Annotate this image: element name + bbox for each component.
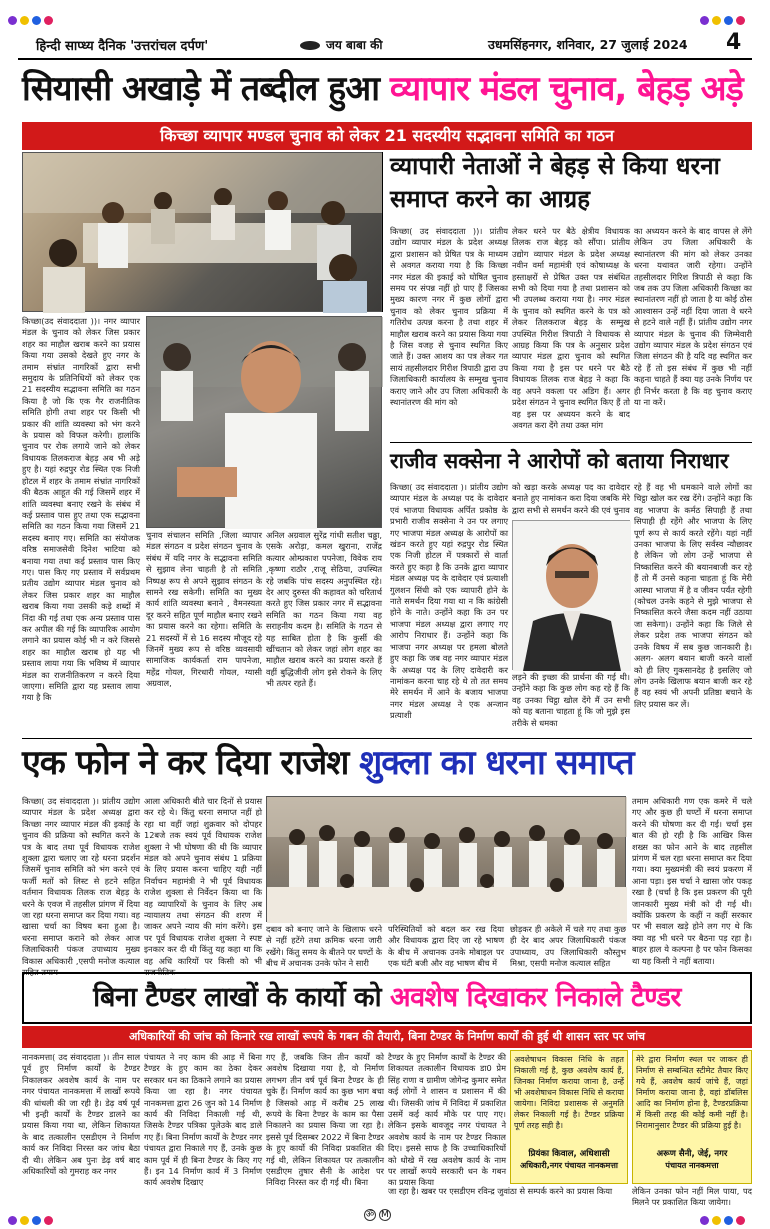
story1-col1: किच्छा(उद संवाददाता ))। नगर व्यापार मंडल के चुनाव को लेकर जिस प्रकार शहर का माहौल खराब करने का प्रयास किया गया उसको देखते हुए नगर के तमाम संभ्रांत नागरिकों द्वारा सभी समुदाय के प्रतिनिधियों को लेकर एक 21 सदस्यीय सद्भावना समिति का गठन किया है जो कि एक गैर राजनीतिक समिति होगी तथा शहर पर किसी भी प्रकार की शांति व्यवस्था को भंग करने के प्रयास को विफल करेगी। हालांकि चुनाव पर रोक लगाये जाने को लेकर विधायक तिलकराज बेहड़ अब भी अड़े हुए है। यहां रुद्रपुर रोड स्थित एक निजी होटल में शहर के तमाम संभ्रांत नागरिकों की बैठक आहूत की गई जिसमें शहर में शांति व्यवस्था बनाए रखने के संबंध में कई प्रस्ताव पास हुए तथा एक सद्भावना समिति का गठन किया गया जिसमें 21 सदस्य बनाए गए। समिति का संयोजक वरिष्ठ समाजसेवी दिनेश भाटिया को बनाया गया तथा कई प्रस्ताव पास किए गए। पास किए गए प्रस्ताव में सर्वप्रथम प्रतीय उद्योग व्यापार मंडल चुनाव को लेकर जिस प्रकार शहर का माहौल खराब किया गया उसकी कड़े शब्दों में निंदा की गई तथा एक अन्य प्रस्ताव पास कर अपील की गई कि व्यापारिक आयोग लगाने का प्रयास कोई भी न करे जिससे शहर का माहौल खराब हो यह भी प्रस्ताव लाया गया कि भविष्य में व्यापार मंडल का राजनीतिकरण न करने दिया जाएगा। समिति द्वारा यह प्रस्ताव लाया गया है कि [22,316,140,703]
dot-blue [32,1216,41,1225]
story5-col3: गए हैं, जबकि जिन तीन कार्यों को अवशेष दिखाया गया है, वो निर्माण लगभग तीन वर्ष पूर्व बिना टैण्डर के ही चुके हैं। निर्माण कार्य का कुछ भाग बचा है जिसको आड़ में करीब 25 लाख रूपये के बिना टैण्डर के काम का पैसा निकालने का प्रयास किया जा रहा है। इससे पूर्व दिसम्बर 2022 में बिना टैण्डर के हुए कार्यो की निविदा प्रकाशित की गई थी, लेकिन शिकायत पर तत्कालीन एसडीएम तुषार सैनी के आदेश पर निविदा निरस्त कर दी गई थी। बिना [266,1052,384,1188]
subhead-text: किच्छा व्यापार मण्डल चुनाव को लेकर 21 सदस्यीय सद्भावना समिति का गठन [160,126,614,145]
dharna-photo-art [267,797,627,923]
headline2 [22,738,754,788]
main-headline-accent: व्यापार मंडल चुनाव, बेहड़ अड़े [389,69,743,109]
story3-rule [390,442,752,443]
main-headline [22,62,754,116]
portrait-photo [146,316,382,528]
footer-dots-right [700,1210,748,1229]
quote-box-1 [510,1050,628,1184]
dot-yellow [712,1216,721,1225]
main-headline-black: सियासी अखाड़े में तब्दील हुआ [22,69,390,109]
dharna-photo [266,796,626,922]
dot-yellow [20,16,29,25]
meeting-photo [22,152,382,312]
story5-col1: नानकमत्ता( उद संवाददाता )। तीन साल पूर्व हुए निर्माण कार्यों के टैण्डर निकालकर अवशेष कार्य के नाम पर नगर पंचायत नानकमत्ता में लाखों रूपये की धांधली की जा रही है। डेढ़ वर्ष पूर्व भी इन्ही कार्यों के टैण्डर डालने का प्रयास किया गया था, लेकिन शिकायत के बाद तत्कालीन एसडीएम ने निर्माण कार्य कर निविदा निरस्त कर जांच बैठा दी थी। लेकिन अब पुनः डेढ़ वर्ष बाद अधिकारियों को गुमराह कर नगर [22,1052,140,1177]
story4-col6: तमाम अधिकारी गण एक कमरे में चले गए और कुछ ही घण्टों में धरना समाप्त करने की घोषणा कर दी गई। चर्चा इस बात की हो रही है कि आखिर किस शख्स का फोन आने के बाद तहसील प्रांगण में चल रहा धरना समाप्त कर दिया गया। क्या मुख्यमंत्री की स्वयं प्रकरण में आना पड़ा। इस चर्चा ने खासा जोर पकड़ रखा है (चर्चा है कि इस प्रकरण की पूरी जानकारी मुख्य मंत्री को दी गई थी। क्योंकि प्रकरण के कहीं न कहीं सरकार पर भी सवाल खड़े होने लग गए थे कि क्या वह भी धरने पर बैठना पड़ रहा है।बाहर हाल ये कल्पना है पर फोन किसका था यह किसी ने नहीं बताया। [632,796,752,966]
masthead-dateline: उधमसिंहनगर, शनिवार, 27 जुलाई 2024 [488,37,688,52]
masthead-dots-left [8,10,56,29]
story5-col5-tail: लेकिन उनका फोन नहीं मिल पाया, पद मिलने पर प्रकाशित किया जायेगा। [632,1186,752,1208]
footer-mark-1: ॐ [365,1210,375,1220]
subhead3-text: अधिकारियों की जांच को किनारे रख लाखों रूपये के गबन की तैयारी, बिना टैण्डर के निर्माण कार्यों की हुई थी शासन स्तर पर जांच [128,1030,646,1043]
masthead-motto-text: जय बाबा की [326,38,383,52]
quote-box-2 [632,1050,752,1184]
dot-purple [8,16,17,25]
story4-col2: आला अधिकारी बीते चार दिनों से प्रयास कर रहे थे। किंतु धरना समाप्त नहीं हो रहा था वहीं जहां शुक्रवार को दोपहर 12बजे तक स्वयं पूर्व विधायक राजेश शुक्ला ने भी घोषणा की थी कि व्यापार मंडल को अपने चुनाव संबंध 1 प्रक्रिया के लिए प्रयास करना चाहिए यही नहीं निर्वाचन महामंत्री ने भी पूर्व विधायक राजेश शुक्ला से निर्वेदन किया था कि वह व्यापारियों के चुनाव के लिए अब न्यायालय तथा संगठन की शरण में जाकर अपने न्याय की मांग करेंगे। इस पर पूर्व विधायक राजेश शुक्ला ने स्पष्ट इनकार कर दी थी किंतु यह कहा था कि वह अधि कारियों पर किसी को भी राजनीतिक [144,796,262,978]
headline3-accent: अवशेष दिखाकर निकाले टैण्डर [390,982,681,1013]
story5-col4-tail: जा रहा है। खबर पर एसडीएम रविन्द्र जुवांठा से सम्पर्क करने का प्रयास किया [388,1186,613,1196]
rajeev-portrait [512,520,630,670]
quote2-designation: पंचायत नानकमत्ता [665,1161,719,1170]
rajeev-portrait-art [513,521,631,671]
story2-col3: का अध्ययन करने के बाद वापस ले लेंगे लेकिन उप जिला अधिकारी के स्थानांतरण की मांग को लेकर उनका धरना यथावत जारी रहेगा। उन्होंने तहसीलदार गिरिश त्रिपाठी से कहा कि जब तक उप जिला अधिकारी किच्छा का स्थानांतरण नहीं हो जाता है या कोई ठोस आश्वासन उन्हें नहीं दिया जाता वे धरने से हटने वाले नहीं हैं। प्रांतीय उद्योग नगर व्यापार मंडल के चुनाव की जिम्मेवारी उद्योग व्यापार मंडल के प्रदेश संगठन एवं जिला संगठन की है यदि वह स्थगित कर रहे हैं तो इस संबंध में कुछ भी नहीं कहना चाहते हैं क्या यह उनके निर्णय पर ही निर्भर करता है कि वह चुनाव कराए या ना करें। [634,226,752,408]
dot-pink [736,16,745,25]
dot-pink [44,1216,53,1225]
footer-marks [364,1209,391,1221]
headline3-black: बिना टैण्डर लाखों के कार्यो को [93,982,390,1013]
headline2-black: एक फोन ने कर दिया राजेश [22,743,360,783]
story5-col2: पंचायत ने नए काम की आड़ में बिना टैण्डर के हुए काम का ठेका देकर सरकार धन का ठिकाने लगाने का प्रयास किया जा रहा है। नगर पंचायत नानकमत्ता द्वारा 26 जुन को 14 निर्माण कार्य की निविदा निकाली गई थी, जिसके टैण्डर पत्रिका पुलेउके बाद डाले गए हैं। बिना निर्माण कार्यों के टैण्डर नगर पंचायत द्वारा निकाले गए हैं, उनके कुछ काम पूर्व में ही बिना टैण्डर के किए गए हैं। इन 14 निर्माण कार्य में 3 निर्माण कार्य अवशेष दिखाए [144,1052,262,1188]
dot-blue [32,16,41,25]
masthead-rule [18,58,752,60]
headline3-box [22,972,752,1024]
story5-col4: टैण्डर के हुए निर्माण कार्यों के टैण्डर की शिकायत तत्कालीन विधायक डा0 प्रेम सिंह राणा व ग्रामीण जोगेन्द्र कुमार समेत कई लोगों ने शासन व प्रशासन में की थी। जिसकी जांच में निविदा में प्रकाशित उसमें कई कार्य मौके पर पाए गए। लेकिन इसके बावजूद नगर पंचायत ने अवशेष कार्य के नाम पर टैण्डर निकाल दिए। इससे साफ है कि उच्चाधिकारियों को धोखे में रख अवशेष कार्य के नाम पर लाखों रूपये सरकारी धन के गबन का प्रयास किया [388,1052,506,1188]
headline3 [24,974,750,1022]
dot-purple [700,1216,709,1225]
headline2-accent: शुक्ला का धरना समाप्त [359,743,634,783]
dot-purple [8,1216,17,1225]
page-number: 4 [726,30,742,55]
meeting-photo-art [23,153,383,313]
story4-col4: परिस्थितियों को बदल कर रख दिया और विधायक द्वारा दिए जा रहे भाषण के बीच में अचानक उनके मोबाइल पर एक घंटी बजी और वह भाषण बीच में [388,924,504,969]
quote1-text: अवशेषाधन विकास निधि के तहत निकाली गई है, कुछ अवशेष कार्य हैं, जिनका निर्माण कराया जाना है, उन्हें भी अवशेषाधन विकास निधि से कराया जायेगा। निविदा प्रशासक से अनुमति लेकर निकाली गई है। टैण्डर प्रक्रिया पूर्ण तरह सही है। [514,1055,624,1130]
dot-yellow [20,1216,29,1225]
quote1-designation: अधिकारी,नगर पंचायत नानकमत्ता [520,1161,618,1170]
story1-col3: अनिल अग्रवाल सुरेंद्र गांधी सतीश चढ्ढा, एसके अरोड़ा, कमल खुराना, राजेंद्र कत्यार ओम्प्रकाश पपनेजा, विवेक राय ,कृष्णा राठौर ,राजू सेठिया, उपस्थित रहे जबकि पांच सदस्य अनुपस्थित रहे। देर आए दुरुस्त की कहावत को चरितार्थ करते हुए जिस प्रकार नगर में सद्भावना समिति का गठन किया गया वह सराहनीय कदम है। समिति के गठन से यह साबित होता है कि कुर्सी की खींचतान को लेकर जहां लोग शहर का माहौल खराब करने का प्रयास करते हैं वहीं बुद्धिजीवी लोग इसे रोकने के लिए भी तत्पर रहते हैं। [266,530,382,689]
story2-col1: किच्छा( उद संवाददाता ))। प्रांतीय उद्योग व्यापार मंडल के प्रदेश अध्यक्ष द्वारा प्रशासन को प्रेषित पत्र के माध्यम से अवगत कराया गया है कि किच्छा नगर मंडल की इकाई को घोषित चुनाव समय पर संपन्न नहीं हो पाए हैं जिसका मुख्य कारण नगर में कुछ लोगों द्वारा चुनाव को लेकर चुनाव प्रक्रिया में गतिरोध उत्पन्न करना है तथा शहर में माहौल खराब करने का प्रयास किया गया है जिस वजह से चुनाव स्थगित किए जाते हैं। उक्त आशय का पत्र लेकर गत सायं तहसीलदार गिरीश त्रिपाठी द्वारा उप जिलाधिकारी कार्यालय के सम्मुख चुनाव कराए जाने और उप जिला अधिकारी के स्थानांतरण की मांग को [390,226,508,408]
story1-col2: चुनाव संचालन समिति ,जिला व्यापार मंडल संगठन व प्रदेश संगठन चुनाव के संबंध में यदि नगर के सद्भावना समिति से सुझाव लेना चाहती है तो समिति निष्पक्ष रूप से अपने सुझाव संगठन के सामने रख सकेगी। समिति का मुख्य कार्य शांति व्यवस्था बनाने , वैमनस्यता दूर करने सहित पूर्ण माहौल बनाए रखने का प्रयास करने का रहेगा। समिति के 21 सदस्यों में से 16 सदस्य मौजूद रहे जिनमें मुख्य रूप से वरिष्ठ व्यवसायी सामाजिक कार्यकर्ता राम पापनेजा, महेंद्र गोयल, गिरधारी गोयल, ग्यासी अग्रवाल, [146,530,262,689]
story2-col2: लेकर धरने पर बैठे क्षेत्रीय विधायक तिलक राज बेहड़ को सौंपा। प्रांतीय उद्योग व्यापार मंडल के प्रदेश अध्यक्ष नवीन वर्मा महामंत्री एवं कोषाध्यक्ष के हस्ताक्षरों से प्रेषित उक्त पत्र संबंधित सभी को दिया गया है तथा प्रशासन को भी उपलब्ध कराया गया है। नगर मंडल के चुनाव को स्थगित करने के पत्र को लेकर तिलकराज बेहड़ के सम्मुख उपस्थित गिरीश त्रिपाठी ने विधायक से आग्रह किया कि पत्र के अनुसार प्रदेश व्यापार मंडल द्वारा चुनाव को स्थगित किया गया है इस पर धरने पर बैठे विधायक तिलक राज बेहड़ ने कहा कि वह अपने वकला पर अडिग हैं। अगर प्रदेश संगठन ने चुनाव स्थगित किए हैं तो वह इस पर अध्ययन करने के बाद अवगत करा देंगे तथा उक्त मांग [512,226,630,430]
story2-headline: व्यापारी नेताओं ने बेहड़ से किया धरना समाप्त करने का आग्रह [390,152,720,213]
masthead-motto [300,36,382,53]
subhead-bar [22,122,752,150]
story3-col2-bottom: लड़ने की इच्छा की प्रार्थना की गई थी। उन्होंने कहा कि कुछ लोग कह रहे हैं कि वह उनका चिट्ठा खोल देंगे मैं उन सभी को यह बताना चाहता हूं कि जो मुझे इस तरीके से धमका [512,672,630,728]
footer-mark-2: M [379,1209,391,1221]
dot-yellow [712,16,721,25]
dot-pink [44,16,53,25]
meeting-photo-frame [382,152,383,312]
story3-headline: राजीव सक्सेना ने आरोपों को बताया निराधार [390,449,729,473]
story4-col3: दबाव को बनाए जाने के खिलाफ धरने से नहीं हटेंगे तथा क्रमिक धरना जारी रखेंगे। किंतु समय के बीतने पर घण्टों के बीच में अचानक उनके फोन ने सारी [266,924,382,969]
story3-col3: रहे हैं वह भी धमकाने वाले लोगों का चिट्ठा खोल कर रख देंगे। उन्होंने कहा कि वह भाजपा के कर्मठ सिपाही हैं तथा सिपाही ही रहेंगे और भाजपा के लिए पूर्ण रूप से कार्य करते रहेंगे। यहां नहीं उनका भाजपा के लिए सर्वस्व न्यौछावर है लेकिन जो लोग उन्हें भाजपा से निष्कासित करने की बयानबाजी कर रहे हैं तो मैं उनसे कहना चाहता हूं कि मेरी आस्था भाजपा में है व जीवन पर्यंत रहेगी (कोचल उनके कहने से मुझे भाजपा से निष्कासित करने जैसा कदम नहीं उठाया जा सकेगा)। उन्होंने कहा कि जिले से लेकर प्रदेश तक भाजपा संगठन को उनके विषय में सब कुछ जानकारी है। अलग- अलग बयान बाजी करने वालों को ही लिए गुकसानदेह है इसलिए जो लोग उनके खिलाफ बयान बाजी कर रहे हैं वह स्वयं भी अपनी प्रतिष्ठा बचाने के लिए प्रयास कर लें। [634,482,752,709]
lotus-icon [300,41,320,50]
dot-blue [724,16,733,25]
story4-col5: छोड़कर ही अकेले में चले गए तथा कुछ ही देर बाद अपर जिलाधिकारी पंकज उपाध्याय, उप जिलाधिकारी कौस्तुभ मिश्रा, एसपी मनोज कत्याल सहित [510,924,626,969]
story3-col2-top: को खड़ा करके अध्यक्ष पद का दावेदार बनाते हुए नामांकन करा दिया जबकि मेरे द्वारा सभी से समर्थन करने की एवं चुनाव [512,482,630,515]
footer-dots-left [8,1210,56,1229]
masthead-paper-name: हिन्दी साप्ध्य दैनिक 'उत्तरांचल दर्पण' [36,39,209,54]
story4-col1: किच्छा( उद संवाददाता )। प्रांतीय उद्योग व्यापार मंडल के प्रदेश अध्यक्ष द्वारा किच्छा नगर व्यापार मंडल की इकाई के चुनाव की प्रक्रिया को स्थगित करने के पत्र के बाद तथा पूर्व विधायक राजेश शुक्ला द्वारा चलाए जा रहे धरना प्रदर्शन जिसमें चुनाव समिति को भंग करने एवं फर्जी मतों को लिस्ट से हटने सहित वर्तमान विधायक तिलक राज बेहड़ के धरने के एवज में तहसील प्रांगण में दिया जा रहा धरना समाप्त कर दिया गया। वह खासा चर्चा का विषय बना हुआ है। धरना समाप्त कराने को लेकर आज जिलाधिकारी पंकज उपाध्याय मुख्य विकास अधिकारी ,एसपी मनोज कत्याल सहित तमाम [22,796,140,978]
dot-pink [736,1216,745,1225]
masthead-dots-right [700,10,748,29]
quote1-author: प्रियंका किवाल, अधिशासी [528,1149,610,1159]
subhead3-bar [22,1026,752,1048]
dot-blue [724,1216,733,1225]
quote2-text: मेरे द्वारा निर्माण स्थल पर जाकर ही निर्माण से सम्बन्धित स्टीमेट तैयार किए गये हैं, अवशेष कार्य जांचे हैं, जहां निर्माण कराया जाना है, वहां डॉबलिस आदि का निर्माण होना है, टैण्डरप्रक्रिया में किसी तरह की कोई कमी नहीं है। निरामानुसार टैण्डर की प्रक्रिया हुई है। [636,1055,748,1130]
portrait-photo-art [147,317,383,529]
story3-col1: किच्छा( उद संवाददाता )। प्रांतीय उद्योग व्यापार मंडल के अध्यक्ष पद के दावेदार एवं भाजपा विधायक अर्पित प्रकोष्ठ के प्रभारी राजीव सक्सेना ने उन पर लगाए गए भाजपा मंडल अध्यक्ष के आरोपों का खंडन करते हुए यहां रुद्रपुर रोड स्थित एक निजी होटल में पत्रकारों से वार्ता करते हुए कहा है कि उनके द्वारा व्यापार मंडल अध्यक्ष पद के दावेदार एवं प्रत्याशी गुलशन सिंधी को एक व्यापारी होने के नाते समर्थन दिया गया था न कि कांग्रेसी होने के नाते। उन्होंने कहा कि उन पर भाजपा मंडल अध्यक्ष द्वारा लगाए गए आरोप निराधार हैं। उन्होंने कहा कि भाजपा नगर अध्यक्ष पर हमला बोलते हुए कहा कि जब वह नगर व्यापार मंडल के अध्यक्ष पद के लिए दावेदारी कर नामांकन करना चाह रहे थे तो तत समय मेरे समर्थन में आने के बजाय भाजपा नगर मंडल अध्यक्ष ने एक अन्जान प्रत्याशी [390,482,508,721]
dot-purple [700,16,709,25]
quote2-author: अरूण सैनी, जेई, नगर [656,1149,728,1159]
